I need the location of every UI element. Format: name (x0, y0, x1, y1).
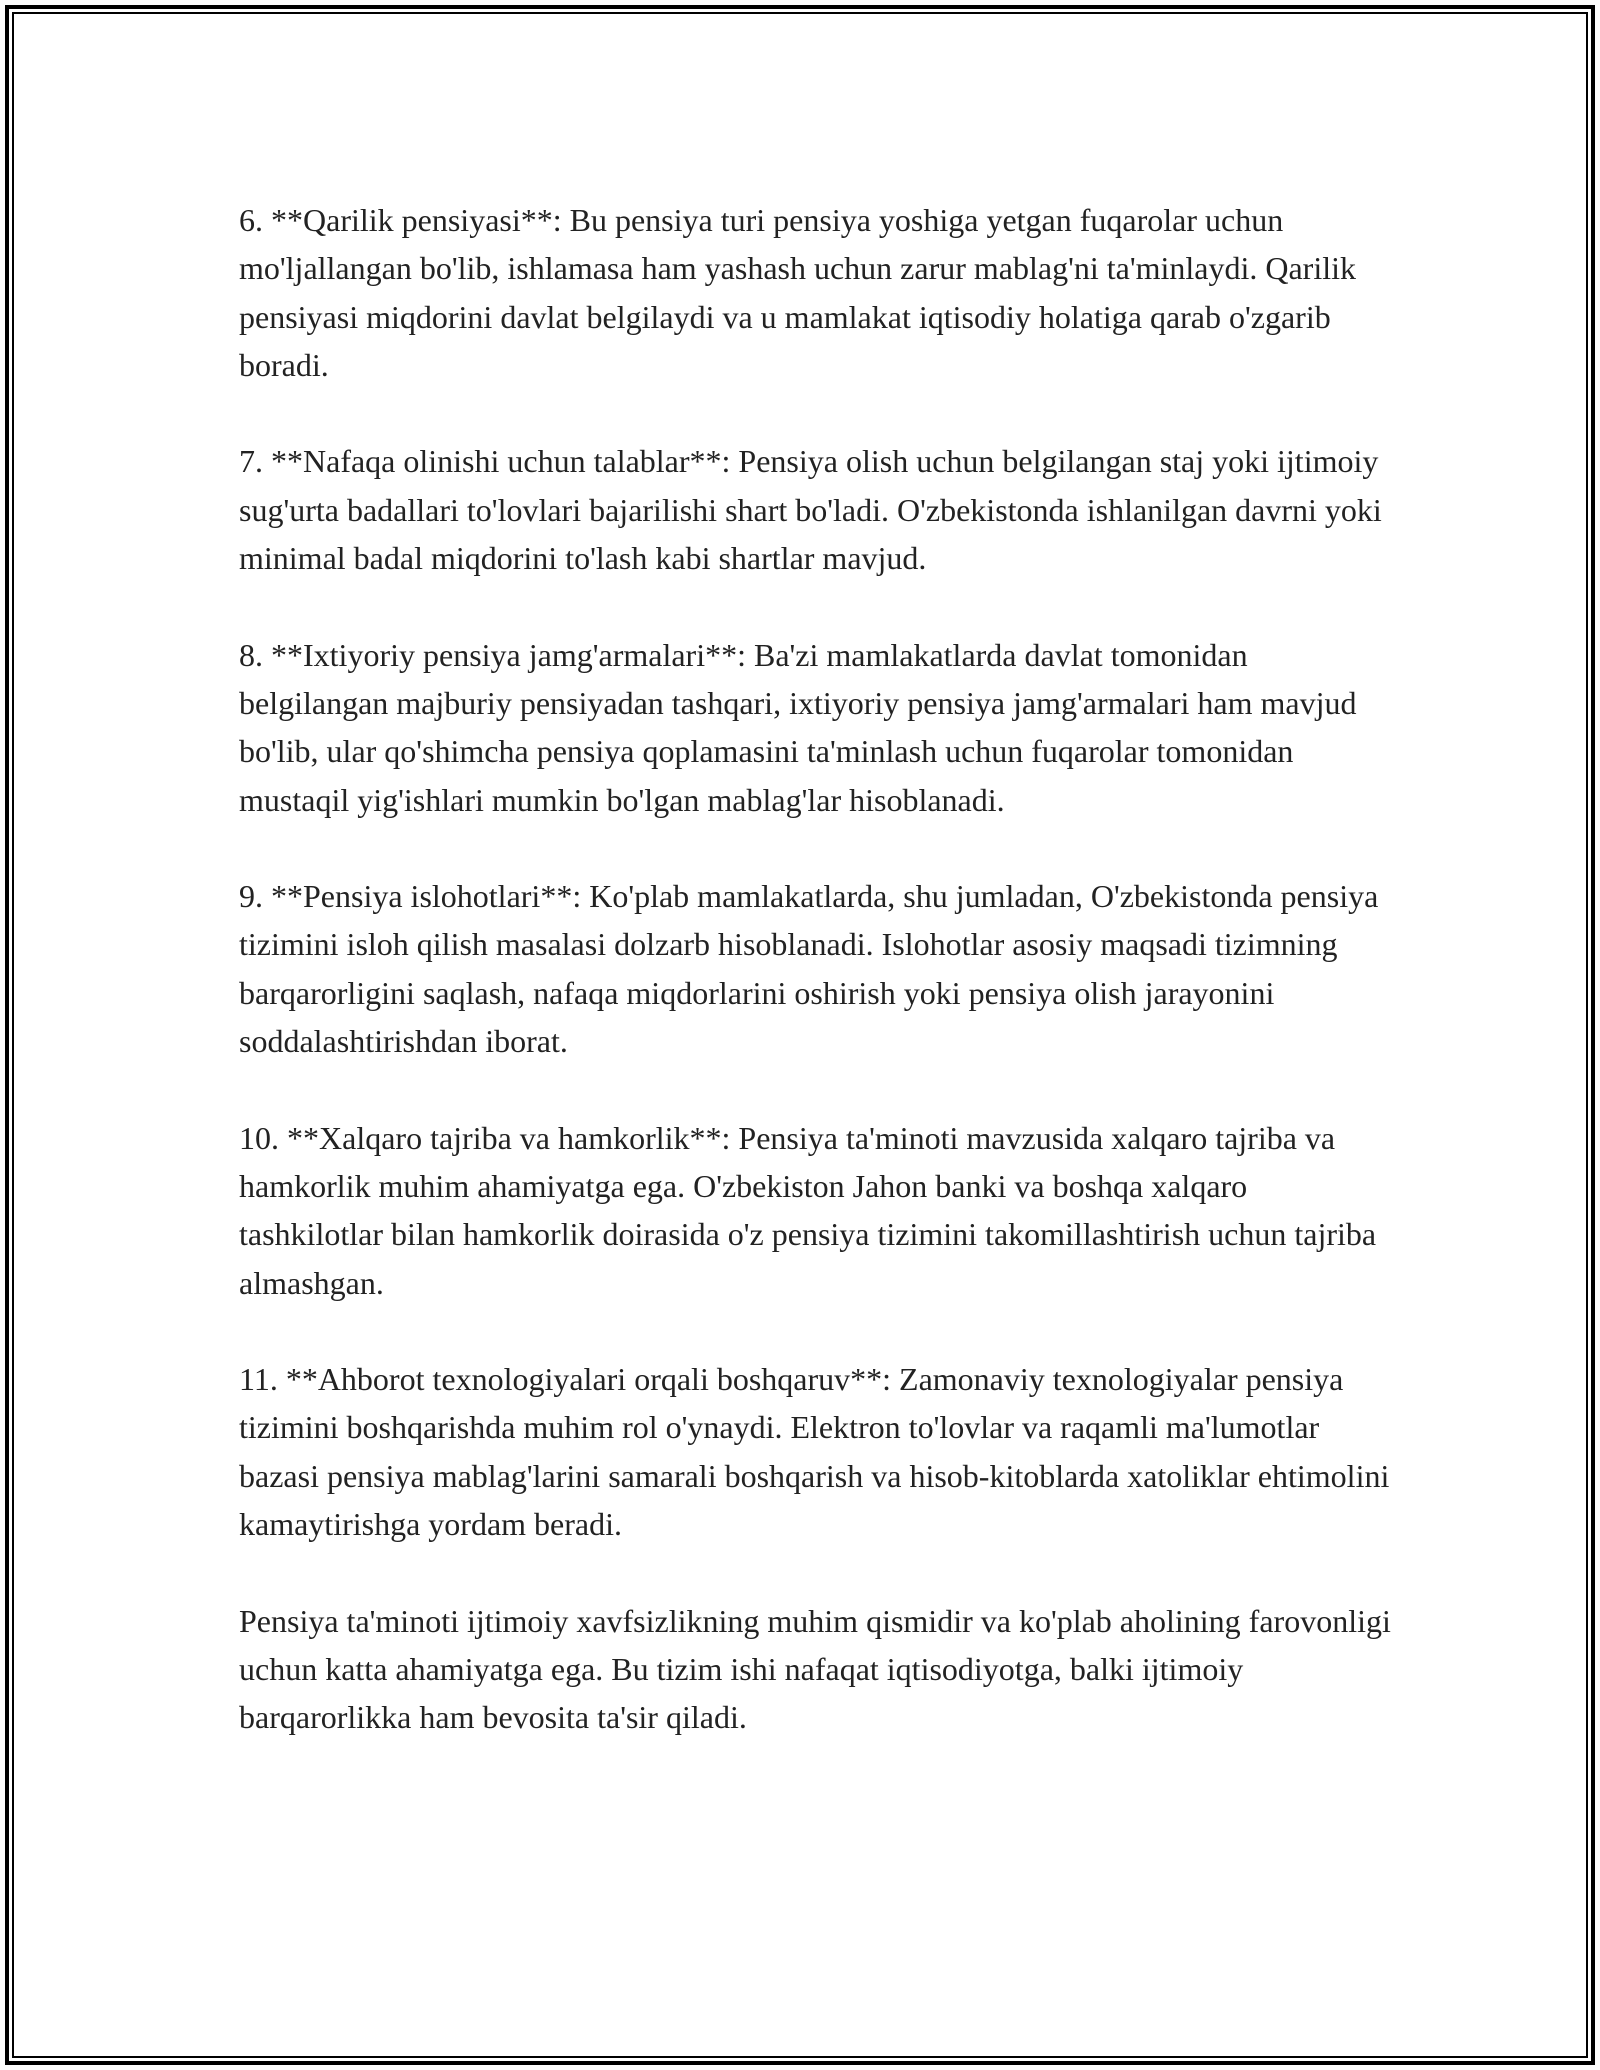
paragraph-conclusion: Pensiya ta'minoti ijtimoiy xavfsizlikning muhim qismidir va ko'plab aholining farovonligi uchun katta ahamiyatga ega. Bu tizim ishi nafaqat iqtisodiyotga, balki ijtimoiy barqarorlikka ham bevosita ta'sir qiladi. (239, 1602, 1391, 1736)
paragraph-xalqaro-tajriba: 10. **Xalqaro tajriba va hamkorlik**: Pensiya ta'minoti mavzusida xalqaro tajriba va hamkorlik muhim ahamiyatga ega. O'zbekiston Jahon banki va boshqa xalqaro tashkilotlar bilan hamkorlik doirasida o'z pensiya tizimini takomillashtirish uchun tajriba almashgan. (239, 1119, 1377, 1301)
paragraph-ahborot-texnologiyalari: 11. **Ahborot texnologiyalari orqali boshqaruv**: Zamonaviy texnologiyalar pensiya tizimini boshqarishda muhim rol o'ynaydi. Elektron to'lovlar va raqamli ma'lumotlar bazasi pensiya mablag'larini samarali boshqarish va hisob-kitoblarda xatoliklar ehtimolini kamaytirishga yordam beradi. (239, 1361, 1390, 1543)
paragraph-nafaqa-talablar: 7. **Nafaqa olinishi uchun talablar**: Pensiya olish uchun belgilangan staj yoki ijtimoiy sug'urta badallari to'lovlari bajarilishi shart bo'ladi. O'zbekistonda ishlanilgan davrni yoki minimal badal miqdorini to'lash kabi shartlar mavjud. (239, 443, 1382, 577)
paragraph-pensiya-islohotlari: 9. **Pensiya islohotlari**: Ko'plab mamlakatlarda, shu jumladan, O'zbekistonda pensiya tizimini isloh qilish masalasi dolzarb hisoblanadi. Islohotlar asosiy maqsadi tizimning barqarorligini saqlash, nafaqa miqdorlarini oshirish yoki pensiya olish jarayonini soddalashtirishdan iborat. (239, 878, 1379, 1060)
document-body (239, 196, 1399, 1742)
page-border (5, 5, 1595, 2065)
paragraph-qarilik-pensiyasi: 6. **Qarilik pensiyasi**: Bu pensiya turi pensiya yoshiga yetgan fuqarolar uchun mo'ljallangan bo'lib, ishlamasa ham yashash uchun zarur mablag'ni ta'minlaydi. Qarilik pensiyasi miqdorini davlat belgilaydi va u mamlakat iqtisodiy holatiga qarab o'zgarib boradi. (239, 202, 1356, 383)
paragraph-ixtiyoriy-jamgarmalar: 8. **Ixtiyoriy pensiya jamg'armalari**: Ba'zi mamlakatlarda davlat tomonidan belgilangan majburiy pensiyadan tashqari, ixtiyoriy pensiya jamg'armalari ham mavjud bo'lib, ular qo'shimcha pensiya qoplamasini ta'minlash uchun fuqarolar tomonidan mustaqil yig'ishlari mumkin bo'lgan mablag'lar hisoblanadi. (239, 636, 1357, 818)
